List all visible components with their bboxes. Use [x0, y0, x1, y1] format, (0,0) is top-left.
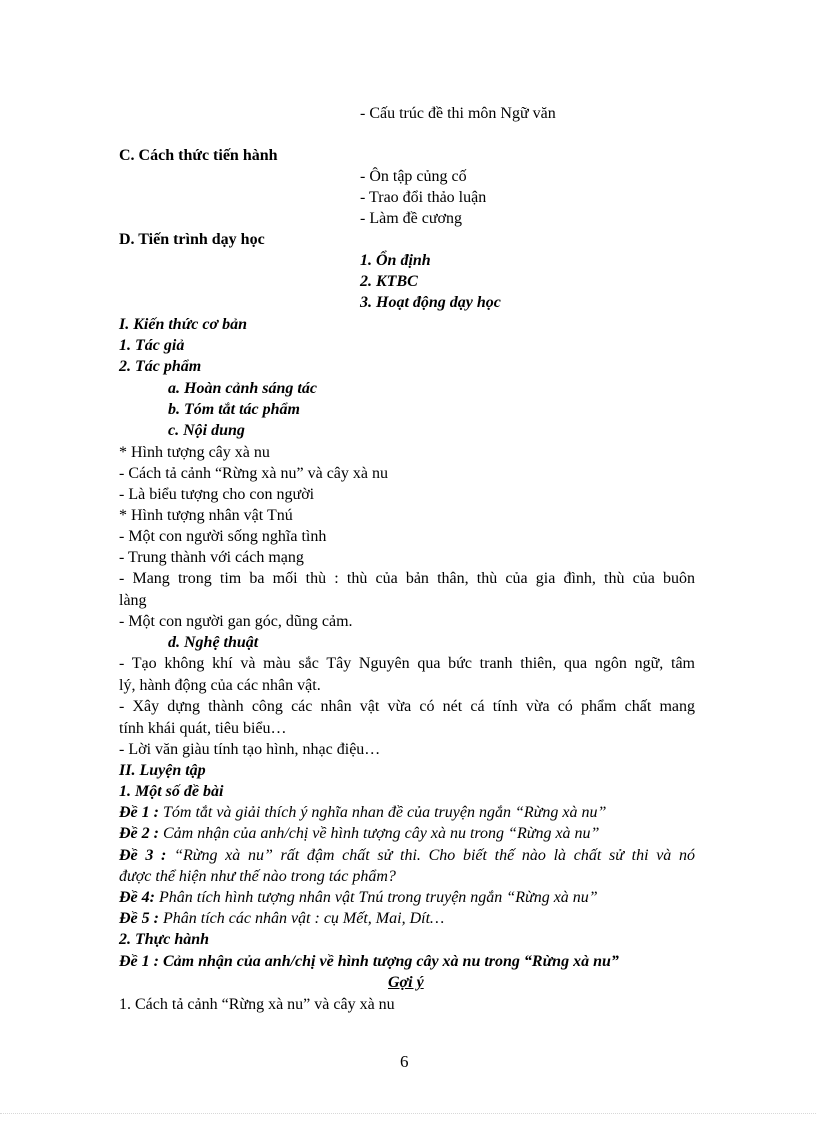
text-line: - Làm đề cương — [360, 210, 462, 227]
exercise-label: Đề 5 : — [119, 910, 159, 927]
exercise-text: Phân tích hình tượng nhân vật Tnú trong truyện ngắn “Rừng xà nu” — [154, 889, 598, 906]
exercise-text: Tóm tắt và giải thích ý nghĩa nhan đề của truyện ngắn “Rừng xà nu” — [158, 804, 607, 821]
sub-heading: d. Nghệ thuật — [168, 634, 259, 651]
exercise-text: Phân tích các nhân vật : cụ Mết, Mai, Dít… — [158, 910, 445, 927]
exercise-item — [119, 803, 606, 823]
sub-heading: 2. Tác phẩm — [119, 358, 202, 375]
sub-heading: 1. Một số đề bài — [119, 783, 224, 800]
section-heading: C. Cách thức tiến hành — [119, 147, 278, 164]
page-number: 6 — [400, 1052, 409, 1071]
text-line: - Cấu trúc đề thi môn Ngữ văn — [360, 105, 556, 122]
section-heading: II. Luyện tập — [119, 762, 206, 779]
sub-heading: b. Tóm tắt tác phẩm — [168, 401, 300, 418]
text-line: - Mang trong tim ba mối thù : thù của bản thân, thù của gia đình, thù của buôn — [119, 570, 695, 587]
text-line: - Lời văn giàu tính tạo hình, nhạc điệu… — [119, 741, 381, 758]
text-line: - Một con người gan góc, dũng cảm. — [119, 613, 353, 630]
section-heading: D. Tiến trình dạy học — [119, 231, 265, 248]
sub-heading: 1. Ổn định — [360, 252, 431, 269]
text-line: - Là biểu tượng cho con người — [119, 486, 315, 503]
text-line: - Trao đổi thảo luận — [360, 189, 487, 206]
sub-heading: c. Nội dung — [168, 422, 245, 439]
exercise-item — [119, 846, 695, 866]
exercise-heading: Đề 1 : Cảm nhận của anh/chị về hình tượng cây xà nu trong “Rừng xà nu” — [119, 953, 619, 970]
text-line: - Ôn tập củng cố — [360, 168, 467, 185]
text-line: - Cách tả cảnh “Rừng xà nu” và cây xà nu — [119, 465, 389, 482]
page-bottom-border — [0, 1113, 816, 1114]
exercise-item — [119, 888, 598, 908]
text-line: * Hình tượng cây xà nu — [119, 444, 270, 461]
sub-heading: 2. Thực hành — [119, 931, 210, 948]
text-line: 1. Cách tả cảnh “Rừng xà nu” và cây xà nu — [119, 996, 395, 1013]
section-heading: I. Kiến thức cơ bản — [119, 316, 247, 333]
text-line: tính khái quát, tiêu biểu… — [119, 720, 287, 737]
exercise-label: Đề 3 : — [119, 847, 167, 864]
sub-heading: 1. Tác giả — [119, 337, 185, 354]
exercise-label: Đề 4: — [119, 889, 155, 906]
text-line: - Xây dựng thành công các nhân vật vừa có nét cá tính vừa có phẩm chất mang — [119, 698, 695, 715]
sub-heading: a. Hoàn cảnh sáng tác — [168, 380, 317, 397]
exercise-item: được thể hiện như thế nào trong tác phẩm? — [119, 868, 396, 885]
exercise-item — [119, 909, 444, 929]
exercise-text: “Rừng xà nu” rất đậm chất sử thi. Cho biết thế nào là chất sử thi và nó — [166, 847, 695, 864]
exercise-item — [119, 824, 599, 844]
text-line: làng — [119, 592, 147, 609]
text-line: * Hình tượng nhân vật Tnú — [119, 507, 293, 524]
text-line: - Trung thành với cách mạng — [119, 549, 304, 566]
exercise-label: Đề 2 : — [119, 825, 159, 842]
exercise-label: Đề 1 : — [119, 804, 159, 821]
exercise-text: Cảm nhận của anh/chị về hình tượng cây xà nu trong “Rừng xà nu” — [158, 825, 600, 842]
sub-heading: 3. Hoạt động dạy học — [360, 294, 501, 311]
sub-heading: 2. KTBC — [360, 273, 418, 290]
text-line: - Một con người sống nghĩa tình — [119, 528, 327, 545]
hint-heading: Gợi ý — [388, 974, 424, 991]
text-line: - Tạo không khí và màu sắc Tây Nguyên qua bức tranh thiên, qua ngôn ngữ, tâm — [119, 655, 695, 672]
text-line: lý, hành động của các nhân vật. — [119, 677, 321, 694]
